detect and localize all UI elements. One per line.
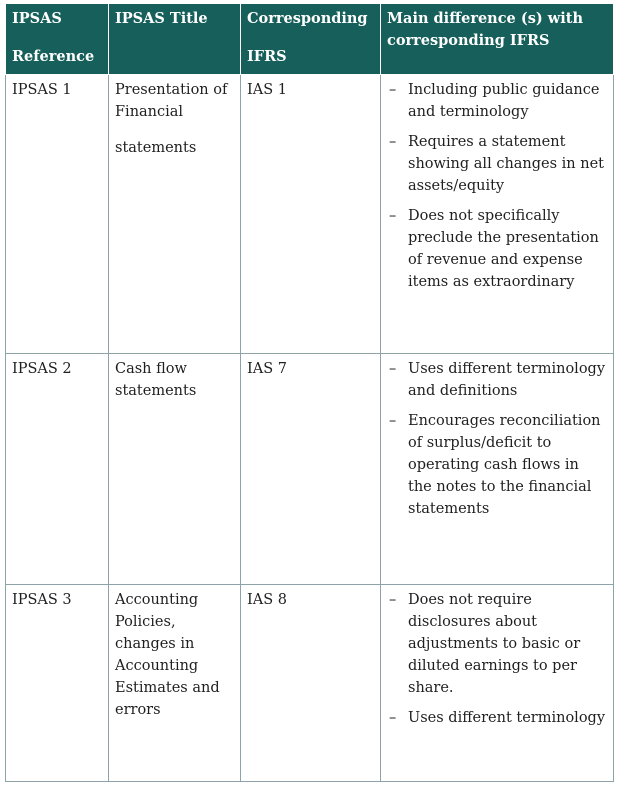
difference-text: Including public guidance and terminology [408,82,600,120]
cell-ipsas-reference [6,585,109,782]
cell-ipsas-title [109,354,241,585]
header-main-differences-line2: corresponding IFRS [387,32,550,49]
header-ipsas-reference-line2: Reference [12,48,95,65]
cell-corresponding-ifrs [241,75,381,354]
dash-bullet-icon: – [389,592,397,608]
dash-bullet-icon: – [389,361,397,377]
corresponding-ifrs: IAS 7 [247,361,287,377]
dash-bullet-icon: – [389,82,397,98]
cell-ipsas-reference [6,354,109,585]
cell-ipsas-title [109,585,241,782]
difference-text: Requires a statement showing all changes in net assets/equity [408,134,605,194]
difference-item [387,589,607,699]
comparison-table [5,4,614,782]
dash-bullet-icon: – [389,208,397,224]
difference-item [387,707,607,729]
cell-main-differences [381,585,614,782]
header-main-differences-line1: Main difference (s) with [387,10,583,27]
header-ipsas-title [109,4,241,75]
cell-main-differences [381,354,614,585]
ipsas-title: Cash flow statements [115,361,197,399]
header-corresponding-ifrs [241,4,381,75]
cell-corresponding-ifrs [241,354,381,585]
ipsas-title: Accounting Policies, changes in Accounting Estimates and errors [115,592,220,718]
corresponding-ifrs: IAS 8 [247,592,287,608]
table-row [6,585,614,782]
header-corresponding-ifrs-line2: IFRS [247,48,287,65]
difference-text: Does not require disclosures about adjustments to basic or diluted earnings to per share. [408,592,581,696]
cell-ipsas-reference [6,75,109,354]
difference-item [387,79,607,123]
cell-ipsas-title [109,75,241,354]
header-corresponding-ifrs-line1: Corresponding [247,10,368,27]
dash-bullet-icon: – [389,413,397,429]
ipsas-title-line1: Presentation of Financial [115,82,228,120]
header-ipsas-reference-line1: IPSAS [12,10,62,27]
ipsas-title-line2: statements [115,140,197,156]
dash-bullet-icon: – [389,710,397,726]
differences-list [387,79,607,293]
table-row [6,75,614,354]
corresponding-ifrs: IAS 1 [247,82,287,98]
difference-item [387,358,607,402]
cell-corresponding-ifrs [241,585,381,782]
difference-text: Does not specifically preclude the presentation of revenue and expense items as extraordinary [408,208,599,290]
difference-text: Uses different terminology [408,710,606,726]
ipsas-reference: IPSAS 3 [12,592,72,608]
differences-list [387,589,607,729]
header-main-differences [381,4,614,75]
ipsas-reference: IPSAS 1 [12,82,72,98]
difference-text: Uses different terminology and definitions [408,361,606,399]
header-ipsas-reference [6,4,109,75]
difference-item [387,410,607,520]
difference-text: Encourages reconciliation of surplus/deficit to operating cash flows in the notes to the financial statements [408,413,601,517]
ipsas-reference: IPSAS 2 [12,361,72,377]
table-header-row [6,4,614,75]
difference-item [387,131,607,197]
difference-item [387,205,607,293]
header-ipsas-title-text: IPSAS Title [115,10,208,27]
ipsas-ifrs-comparison [5,4,613,782]
table-row [6,354,614,585]
cell-main-differences [381,75,614,354]
dash-bullet-icon: – [389,134,397,150]
differences-list [387,358,607,520]
